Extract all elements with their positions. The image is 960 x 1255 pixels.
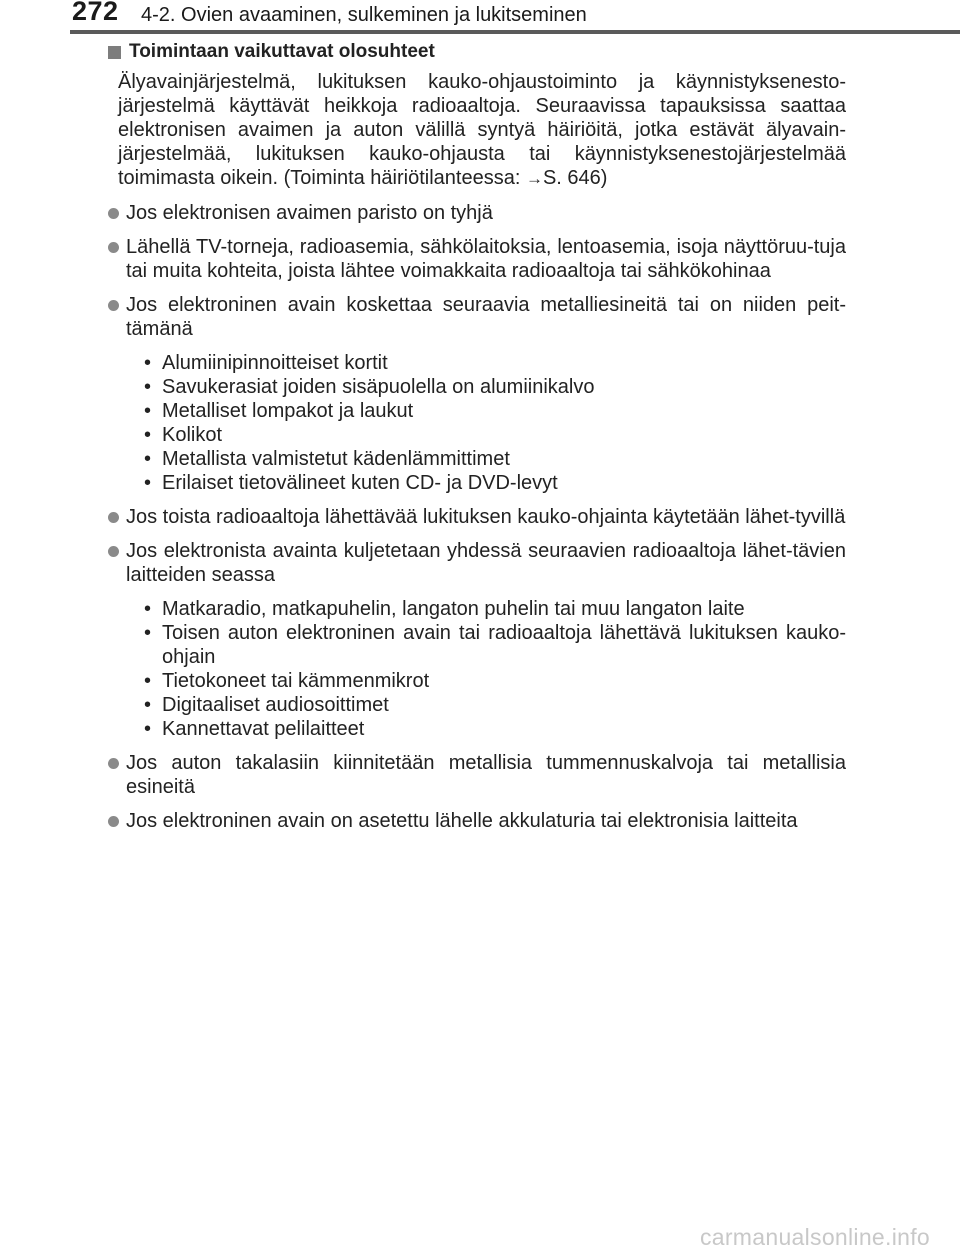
list-item: [108, 235, 846, 283]
sub-item-text: Digitaaliset audiosoittimet: [162, 694, 389, 716]
dot-marker-icon: •: [144, 376, 152, 398]
list-item: [108, 505, 846, 529]
sub-item-text: Tietokoneet tai kämmenmikrot: [162, 670, 430, 692]
dot-marker-icon: •: [144, 352, 152, 374]
sub-list-item: [144, 621, 846, 669]
bullet-row: [108, 539, 846, 587]
circle-bullet-icon: [108, 512, 119, 523]
circle-bullet-icon: [108, 546, 119, 557]
dot-marker-icon: •: [144, 448, 152, 470]
intro-text: Älyavainjärjestelmä, lukituksen kauko-ohjaustoiminto ja käynnistyksenesto-järjestelmä käyttävät heikkoja radioaaltoja. Seuraavissa tapauksissa saattaa elektronisen avaimen ja auton välillä syntyä häiriöitä, jotka estävät älyavain-järjestelmää, lukituksen kauko-ohjausta tai käynnistyksenestojärjestelmää toimimasta oikein. (Toiminta häiriötilanteessa:: [118, 71, 846, 189]
list-item: [108, 809, 846, 833]
sub-item-text: Toisen auton elektroninen avain tai radioaaltoja lähettävä lukituksen kauko-ohjain: [162, 622, 846, 668]
sub-list: [144, 597, 846, 741]
sub-list-item: [144, 375, 846, 399]
list-item: [108, 539, 846, 741]
section-heading: [108, 40, 846, 64]
bullet-text: Jos auton takalasiin kiinnitetään metallisia tummennuskalvoja tai metallisia esineitä: [126, 752, 846, 798]
sub-item-text: Metalliset lompakot ja laukut: [162, 400, 414, 422]
dot-marker-icon: •: [144, 622, 152, 644]
dot-marker-icon: •: [144, 694, 152, 716]
bullet-row: [108, 809, 846, 833]
bullet-row: [108, 235, 846, 283]
sub-item-text: Savukerasiat joiden sisäpuolella on alumiinikalvo: [162, 376, 595, 398]
bullet-row: [108, 293, 846, 341]
dot-marker-icon: •: [144, 472, 152, 494]
sub-list-item: [144, 423, 846, 447]
heading-text: Toimintaan vaikuttavat olosuhteet: [129, 41, 435, 62]
sub-list-item: [144, 351, 846, 375]
intro-paragraph: [118, 70, 846, 191]
bullet-list: [108, 201, 846, 833]
list-item: [108, 751, 846, 799]
bullet-text: Jos elektroninen avain koskettaa seuraavia metalliesineitä tai on niiden peit-tämänä: [126, 294, 846, 340]
sub-list-item: [144, 717, 846, 741]
sub-item-text: Kannettavat pelilaitteet: [162, 718, 365, 740]
section-title: 4-2. Ovien avaaminen, sulkeminen ja lukitseminen: [141, 4, 587, 26]
bullet-text: Jos elektroninen avain on asetettu lähelle akkulaturia tai elektronisia laitteita: [126, 810, 798, 832]
arrow-icon: →: [525, 169, 543, 188]
list-item: [108, 293, 846, 495]
circle-bullet-icon: [108, 208, 119, 219]
sub-item-text: Matkaradio, matkapuhelin, langaton puhelin tai muu langaton laite: [162, 598, 745, 620]
sub-list: [144, 351, 846, 495]
circle-bullet-icon: [108, 300, 119, 311]
bullet-text: Jos elektronista avainta kuljetetaan yhdessä seuraavien radioaaltoja lähet-tävien laitteiden seassa: [126, 540, 846, 586]
bullet-text: Jos toista radioaaltoja lähettävää lukituksen kauko-ohjainta käytetään lähet-tyvillä: [126, 506, 846, 528]
circle-bullet-icon: [108, 758, 119, 769]
dot-marker-icon: •: [144, 598, 152, 620]
sub-item-text: Erilaiset tietovälineet kuten CD- ja DVD-levyt: [162, 472, 558, 494]
circle-bullet-icon: [108, 816, 119, 827]
sub-list-item: [144, 693, 846, 717]
sub-item-text: Kolikot: [162, 424, 223, 446]
header-divider: [70, 30, 960, 34]
bullet-text: Lähellä TV-torneja, radioasemia, sähkölaitoksia, lentoasemia, isoja näyttöruu-tuja tai muita kohteita, joista lähtee voimakkaita radioaaltoja tai sähkökohinaa: [126, 236, 846, 282]
bullet-text: Jos elektronisen avaimen paristo on tyhjä: [126, 202, 493, 224]
sub-item-text: Alumiinipinnoitteiset kortit: [162, 352, 388, 374]
page-header: [0, 0, 960, 36]
bullet-row: [108, 505, 846, 529]
sub-list-item: [144, 447, 846, 471]
dot-marker-icon: •: [144, 670, 152, 692]
sub-list-item: [144, 669, 846, 693]
bullet-row: [108, 751, 846, 799]
page-number: 272: [72, 0, 119, 26]
sub-item-text: Metallista valmistetut kädenlämmittimet: [162, 448, 510, 470]
list-item: [108, 201, 846, 225]
page-reference: S. 646): [542, 167, 608, 189]
square-bullet-icon: [108, 46, 121, 59]
sub-list-item: [144, 471, 846, 495]
dot-marker-icon: •: [144, 718, 152, 740]
circle-bullet-icon: [108, 242, 119, 253]
sub-list-item: [144, 597, 846, 621]
page-content: [108, 40, 846, 833]
watermark: carmanualsonline.info: [699, 1224, 930, 1250]
bullet-row: [108, 201, 846, 225]
dot-marker-icon: •: [144, 424, 152, 446]
sub-list-item: [144, 399, 846, 423]
dot-marker-icon: •: [144, 400, 152, 422]
